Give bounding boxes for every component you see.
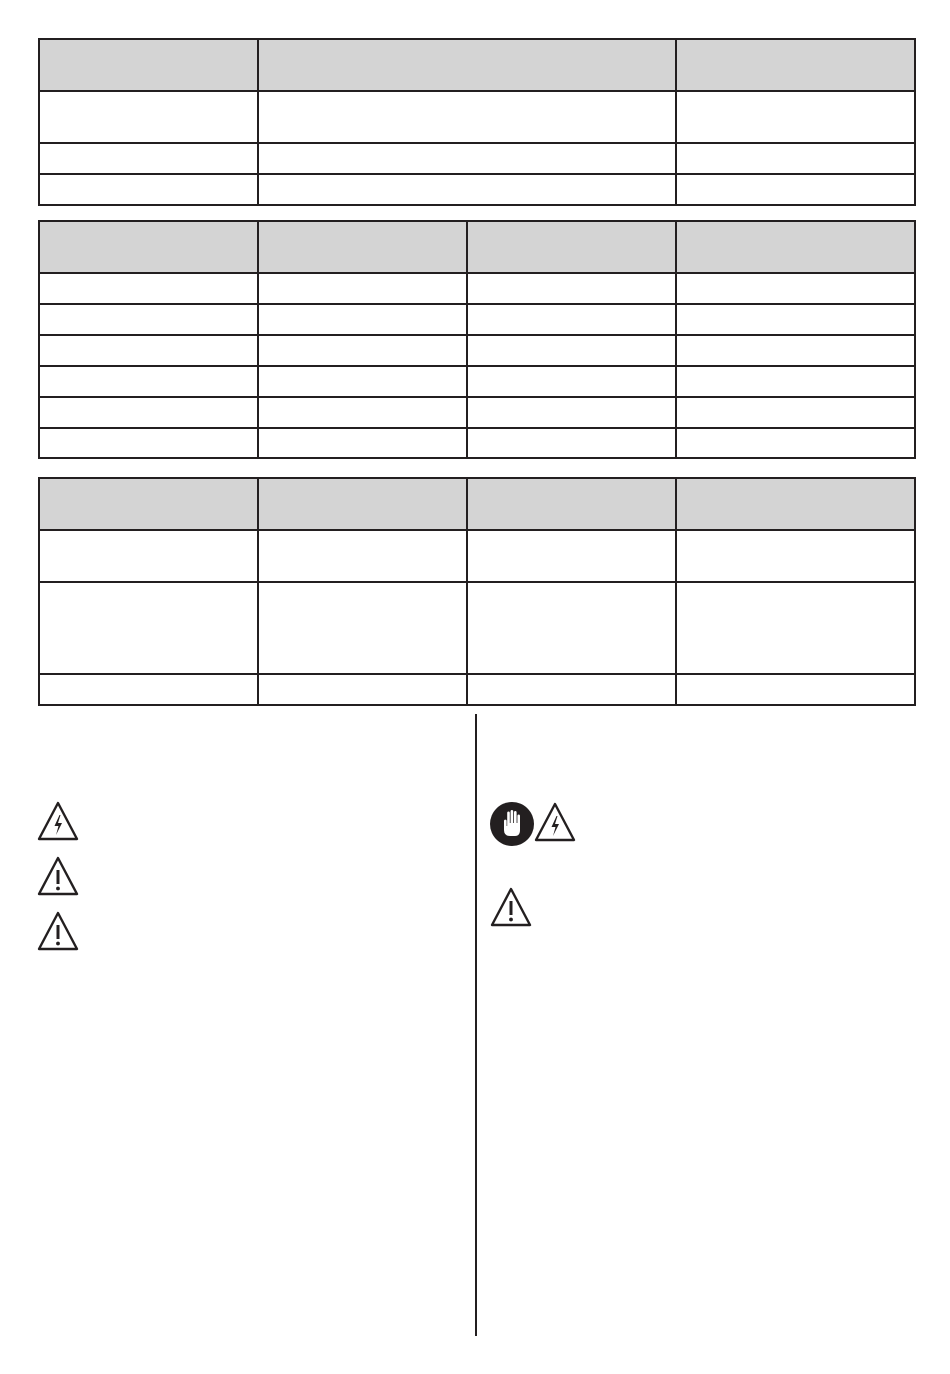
table-row	[39, 91, 915, 143]
table-cell	[467, 582, 676, 674]
table-cell	[676, 143, 915, 174]
table-cell	[676, 428, 915, 458]
table-cell	[258, 397, 467, 428]
header-cell	[39, 478, 258, 530]
table-cell	[39, 174, 258, 205]
header-cell	[39, 221, 258, 273]
table-cell	[676, 174, 915, 205]
caution-icon	[36, 855, 80, 897]
table-row	[39, 530, 915, 582]
header-cell	[676, 478, 915, 530]
table-cell	[39, 397, 258, 428]
table-header-row	[39, 478, 915, 530]
table-cell	[39, 366, 258, 397]
table-cell	[39, 674, 258, 705]
table-cell	[39, 91, 258, 143]
electric-shock-warning-icon	[36, 800, 80, 842]
table-cell	[258, 143, 676, 174]
table-cell	[258, 582, 467, 674]
table-cell	[467, 304, 676, 335]
table-cell	[676, 366, 915, 397]
table-row	[39, 174, 915, 205]
table-cell	[258, 366, 467, 397]
table-cell	[676, 304, 915, 335]
header-cell	[676, 221, 915, 273]
table-cell	[39, 304, 258, 335]
table-cell	[258, 428, 467, 458]
table-cell	[258, 91, 676, 143]
table-row	[39, 273, 915, 304]
table-cell	[258, 304, 467, 335]
table-row	[39, 366, 915, 397]
table-header-row	[39, 39, 915, 91]
table-row	[39, 428, 915, 458]
header-cell	[467, 221, 676, 273]
caution-icon	[489, 886, 533, 928]
table-cell	[467, 674, 676, 705]
table-cell	[39, 428, 258, 458]
table-row	[39, 582, 915, 674]
stop-hand-icon	[489, 801, 535, 847]
table-cell	[39, 530, 258, 582]
table-cell	[467, 428, 676, 458]
table-cell	[676, 335, 915, 366]
column-divider	[475, 714, 477, 1336]
table-cell	[258, 674, 467, 705]
table-cell	[467, 273, 676, 304]
table-cell	[258, 174, 676, 205]
spec-table-3	[38, 477, 916, 706]
header-cell	[467, 478, 676, 530]
table-cell	[467, 530, 676, 582]
table-row	[39, 143, 915, 174]
table-row	[39, 397, 915, 428]
table-cell	[258, 530, 467, 582]
table-row	[39, 335, 915, 366]
table-row	[39, 674, 915, 705]
electric-shock-warning-icon	[533, 801, 577, 843]
table-cell	[676, 674, 915, 705]
table-cell	[39, 335, 258, 366]
table-cell	[676, 273, 915, 304]
table-cell	[258, 335, 467, 366]
table-cell	[676, 530, 915, 582]
header-cell	[258, 39, 676, 91]
table-cell	[467, 366, 676, 397]
table-cell	[39, 143, 258, 174]
table-cell	[467, 335, 676, 366]
table-cell	[467, 397, 676, 428]
table-cell	[676, 397, 915, 428]
header-cell	[258, 478, 467, 530]
spec-table-2	[38, 220, 916, 459]
table-header-row	[39, 221, 915, 273]
table-cell	[39, 582, 258, 674]
header-cell	[676, 39, 915, 91]
header-cell	[39, 39, 258, 91]
table-cell	[676, 91, 915, 143]
table-cell	[39, 273, 258, 304]
caution-icon	[36, 910, 80, 952]
table-cell	[676, 582, 915, 674]
header-cell	[258, 221, 467, 273]
table-cell	[258, 273, 467, 304]
table-row	[39, 304, 915, 335]
spec-table-1	[38, 38, 916, 206]
